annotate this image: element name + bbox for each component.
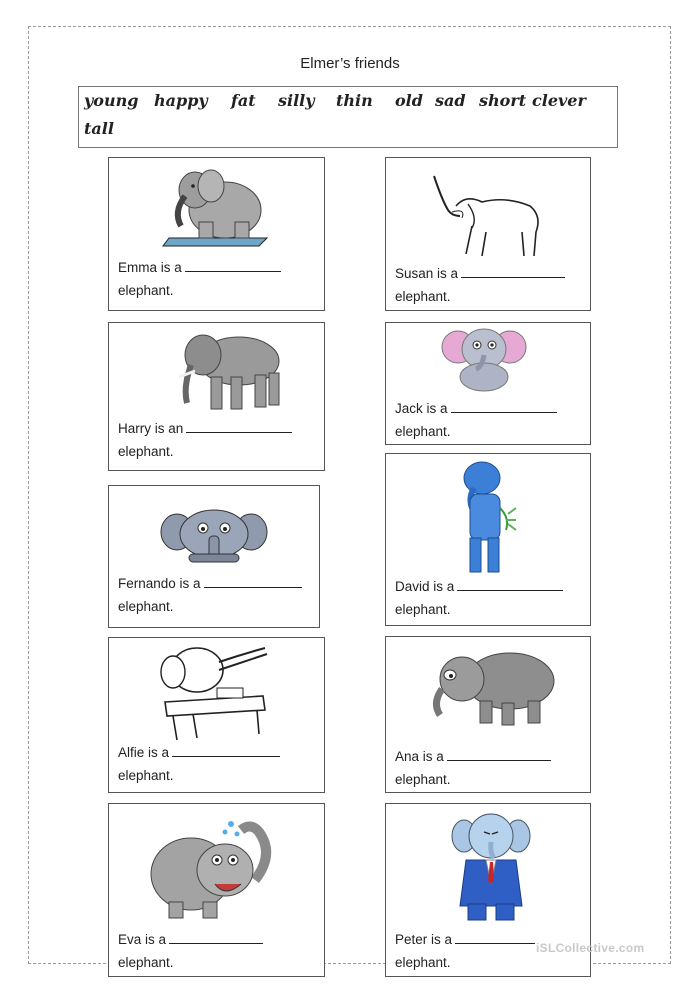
sentence-prefix: Ana is a <box>395 749 444 764</box>
answer-blank[interactable] <box>455 932 535 944</box>
sentence-suffix: elephant. <box>118 444 174 459</box>
word-bank-item: clever <box>532 91 586 110</box>
answer-blank[interactable] <box>447 749 551 761</box>
sentence-prefix: Eva is a <box>118 932 167 947</box>
thin-elephant-sketch-icon <box>426 166 556 261</box>
tall-blue-elephant-icon <box>452 458 532 576</box>
card-david <box>385 453 591 626</box>
sentence-suffix: elephant. <box>118 768 174 783</box>
page-title: Elmer’s friends <box>300 55 400 72</box>
sentence-suffix: elephant. <box>395 424 451 439</box>
card-fernando <box>108 485 320 628</box>
word-bank-item: old <box>395 91 423 110</box>
answer-blank[interactable] <box>451 401 557 413</box>
sad-elephant-in-suit-icon <box>446 810 536 926</box>
sentence <box>395 262 565 308</box>
card-alfie <box>108 637 325 793</box>
elephant-on-scale-icon <box>159 160 279 252</box>
sentence-prefix: Fernando is a <box>118 576 201 591</box>
sentence <box>118 256 281 302</box>
old-elephant-icon <box>169 327 289 415</box>
sentence-prefix: Emma is a <box>118 260 182 275</box>
sentence-prefix: Jack is a <box>395 401 448 416</box>
word-bank-item: thin <box>336 91 373 110</box>
word-bank-item: silly <box>278 91 315 110</box>
short-elephant-icon <box>159 504 269 564</box>
answer-blank[interactable] <box>172 745 280 757</box>
word-bank-item: young <box>84 91 139 110</box>
sentence-suffix: elephant. <box>395 955 451 970</box>
baby-elephant-icon <box>436 325 536 393</box>
card-ana <box>385 636 591 793</box>
sentence-suffix: elephant. <box>395 289 451 304</box>
watermark: iSLCollective.com <box>536 941 645 955</box>
card-jack <box>385 322 591 445</box>
sentence <box>118 417 292 463</box>
sentence-suffix: elephant. <box>118 955 174 970</box>
answer-blank[interactable] <box>461 266 565 278</box>
sentence-prefix: Alfie is a <box>118 745 170 760</box>
sentence <box>395 928 535 974</box>
sentence-prefix: Harry is an <box>118 421 184 436</box>
happy-elephant-spraying-icon <box>145 814 285 924</box>
card-susan <box>385 157 591 311</box>
sentence <box>118 572 302 618</box>
answer-blank[interactable] <box>186 421 292 433</box>
card-emma <box>108 157 325 311</box>
elephant-at-desk-icon <box>153 640 283 742</box>
sentence <box>395 575 563 621</box>
answer-blank[interactable] <box>457 579 563 591</box>
sentence <box>395 397 557 443</box>
answer-blank[interactable] <box>185 260 281 272</box>
word-bank-item: fat <box>231 91 256 110</box>
sentence-prefix: Peter is a <box>395 932 453 947</box>
sentence <box>118 928 263 974</box>
card-eva <box>108 803 325 977</box>
sentence-prefix: Susan is a <box>395 266 459 281</box>
sentence <box>118 741 280 787</box>
sentence-prefix: David is a <box>395 579 455 594</box>
silly-elephant-icon <box>428 645 558 731</box>
word-bank-item: tall <box>84 119 114 138</box>
word-bank-item: happy <box>154 91 208 110</box>
word-bank-item: short <box>479 91 527 110</box>
sentence <box>395 745 551 791</box>
sentence-suffix: elephant. <box>118 283 174 298</box>
word-bank-item: sad <box>435 91 466 110</box>
answer-blank[interactable] <box>204 576 302 588</box>
word-bank <box>78 86 618 148</box>
sentence-suffix: elephant. <box>118 599 174 614</box>
answer-blank[interactable] <box>169 932 263 944</box>
sentence-suffix: elephant. <box>395 602 451 617</box>
card-harry <box>108 322 325 471</box>
sentence-suffix: elephant. <box>395 772 451 787</box>
